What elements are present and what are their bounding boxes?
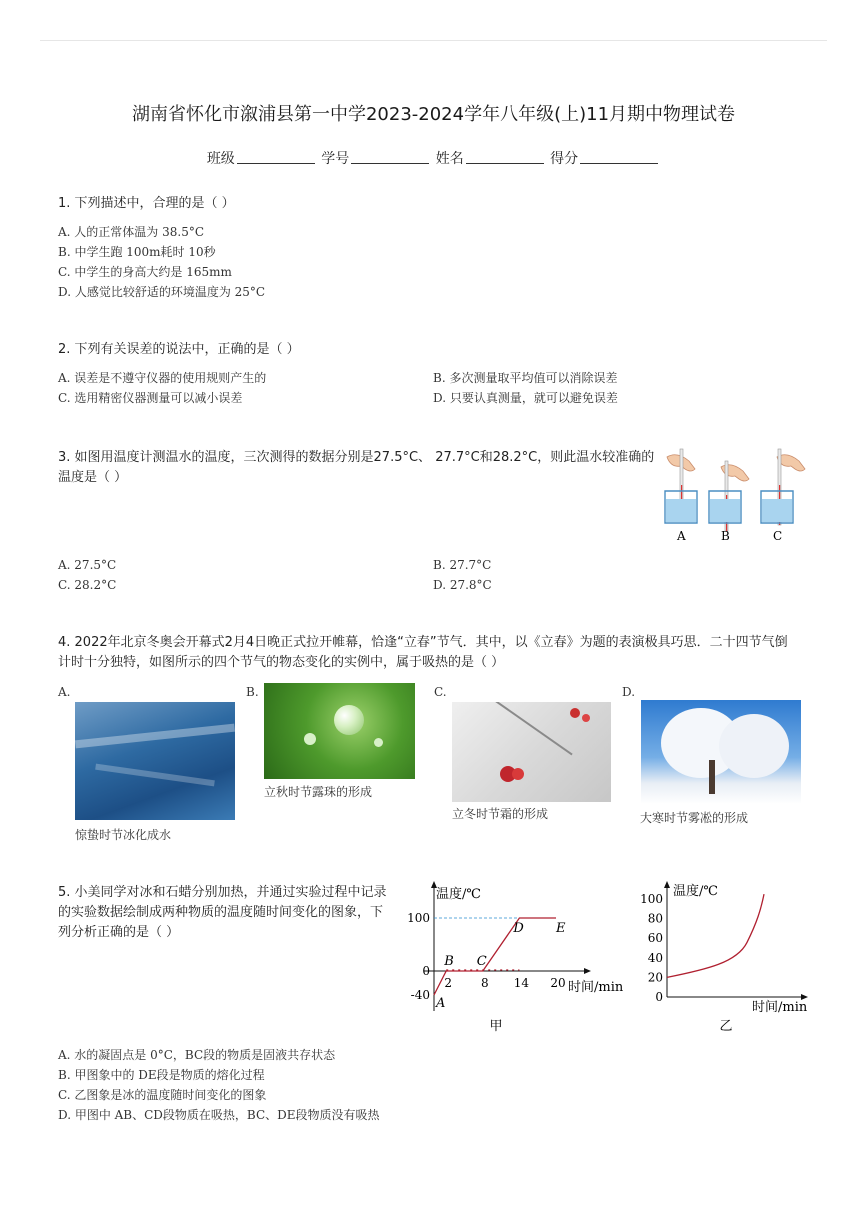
q4-option-d[interactable]: D. xyxy=(622,685,636,699)
thermometer-beakers-figure xyxy=(655,445,815,545)
id-label: 学号 xyxy=(321,151,350,167)
chart-title: 乙 xyxy=(719,1019,733,1034)
q5-stem-line2: 的实验数据绘制成两种物质的温度随时间变化的图象，下 xyxy=(58,905,384,920)
q1-option-a[interactable]: A. 人的正常体温为 38.5°C xyxy=(58,225,205,239)
y-tick-label: 60 xyxy=(647,931,663,946)
q1-option-d[interactable]: D. 人感觉比较舒适的环境温度为 25°C xyxy=(58,285,266,299)
id-field[interactable] xyxy=(351,151,429,164)
point-label-c: C xyxy=(476,954,487,969)
q1-option-c[interactable]: C. 中学生的身高大约是 165mm xyxy=(58,265,232,279)
y-tick-label: 40 xyxy=(647,950,663,965)
q4-caption-d: 大寒时节雾凇的形成 xyxy=(640,811,749,825)
q5-option-c[interactable]: C. 乙图象是冰的温度随时间变化的图象 xyxy=(58,1088,267,1102)
page-title: 湖南省怀化市溆浦县第一中学2023-2024学年八年级(上)11月期中物理试卷 xyxy=(131,104,736,125)
q4-caption-c: 立冬时节霜的形成 xyxy=(452,807,549,821)
q3-stem-line2: 温度是（ ） xyxy=(58,470,128,485)
q5-option-b[interactable]: B. 甲图象中的 DE段是物质的熔化过程 xyxy=(58,1068,265,1082)
q3-stem-line1: 3. 如图用温度计测温水的温度，三次测得的数据分别是27.5°C、 27.7°C和28.2°C，则此温水较准确的 xyxy=(58,450,655,465)
figure-label-c: C xyxy=(773,529,783,543)
y-tick-label: -40 xyxy=(410,988,430,1002)
x-axis-label: 时间/min xyxy=(568,980,624,995)
q4-stem-line1: 4. 2022年北京冬奥会开幕式2月4日晚正式拉开帷幕，恰逢“立春”节气．其中，以《立春》为题的表演极具巧思．二十四节气倒 xyxy=(58,635,788,650)
x-tick-label: 20 xyxy=(550,976,566,990)
name-field[interactable] xyxy=(466,151,544,164)
q3-option-b[interactable]: B. 27.7°C xyxy=(433,558,492,572)
y-tick-label: 20 xyxy=(647,970,663,985)
x-axis-arrow-icon xyxy=(584,968,591,974)
q2-option-b[interactable]: B. 多次测量取平均值可以消除误差 xyxy=(433,371,618,385)
x-tick-label: 2 xyxy=(444,976,453,990)
dew-photo xyxy=(264,683,415,779)
q2-stem: 2. 下列有关误差的说法中，正确的是（ ） xyxy=(58,342,300,357)
y-tick-label: 100 xyxy=(407,911,430,925)
q1-option-b[interactable]: B. 中学生跑 100m耗时 10秒 xyxy=(58,245,216,259)
y-axis-label: 温度/℃ xyxy=(436,887,481,902)
x-tick-label: 14 xyxy=(513,976,530,990)
q2-option-a[interactable]: A. 误差是不遵守仪器的使用规则产生的 xyxy=(58,371,267,385)
class-field[interactable] xyxy=(237,151,315,164)
q4-option-c[interactable]: C. xyxy=(434,685,447,699)
q1-stem: 1. 下列描述中，合理的是（ ） xyxy=(58,196,235,211)
figure-label-a: A xyxy=(677,529,686,543)
y-tick-label: 0 xyxy=(422,964,430,978)
y-tick-label: 80 xyxy=(647,911,663,926)
point-label-a: A xyxy=(436,996,446,1011)
y-tick-label: 0 xyxy=(655,990,663,1004)
q3-option-a[interactable]: A. 27.5°C xyxy=(58,558,117,572)
top-divider xyxy=(40,40,827,41)
chart-title: 甲 xyxy=(489,1019,503,1034)
hand-icon xyxy=(667,455,805,481)
student-info-line xyxy=(0,148,867,168)
q5-stem-line3: 列分析正确的是（ ） xyxy=(58,925,180,940)
q2-option-d[interactable]: D. 只要认真测量，就可以避免误差 xyxy=(433,391,618,405)
q5-stem-line1: 5. 小美同学对冰和石蜡分别加热，并通过实验过程中记录 xyxy=(58,885,387,900)
chart-jia xyxy=(398,876,630,1036)
q3-option-d[interactable]: D. 27.8°C xyxy=(433,578,492,592)
q4-option-a[interactable]: A. xyxy=(58,685,71,699)
chart-yi xyxy=(640,876,812,1036)
q4-option-b[interactable]: B. xyxy=(246,685,259,699)
name-label: 姓名 xyxy=(435,151,464,167)
rime-photo xyxy=(641,700,801,804)
point-label-e: E xyxy=(556,921,566,936)
point-label-d: D xyxy=(513,921,524,936)
ice-melting-photo xyxy=(75,702,235,820)
series-line xyxy=(667,894,764,977)
q3-option-c[interactable]: C. 28.2°C xyxy=(58,578,117,592)
figure-label-b: B xyxy=(721,529,730,543)
q4-caption-b: 立秋时节露珠的形成 xyxy=(264,785,373,799)
y-tick-label: 100 xyxy=(640,892,663,906)
y-axis-label: 温度/℃ xyxy=(673,884,718,899)
beaker-icon xyxy=(665,491,793,523)
q4-stem-line2: 计时十分独特，如图所示的四个节气的物态变化的实例中，属于吸热的是（ ） xyxy=(58,655,505,670)
point-label-b: B xyxy=(444,954,454,969)
score-field[interactable] xyxy=(580,151,658,164)
x-axis-label: 时间/min xyxy=(752,1000,808,1015)
q4-caption-a: 惊蛰时节冰化成水 xyxy=(75,828,172,842)
y-axis-arrow-icon xyxy=(664,881,670,888)
frost-photo xyxy=(452,702,611,802)
score-label: 得分 xyxy=(550,151,579,167)
q5-option-d[interactable]: D. 甲图中 AB、CD段物质在吸热，BC、DE段物质没有吸热 xyxy=(58,1108,380,1122)
x-tick-label: 8 xyxy=(480,976,489,990)
q5-option-a[interactable]: A. 水的凝固点是 0°C，BC段的物质是固液共存状态 xyxy=(58,1048,336,1062)
class-label: 班级 xyxy=(206,151,235,167)
q2-option-c[interactable]: C. 选用精密仪器测量可以减小误差 xyxy=(58,391,243,405)
